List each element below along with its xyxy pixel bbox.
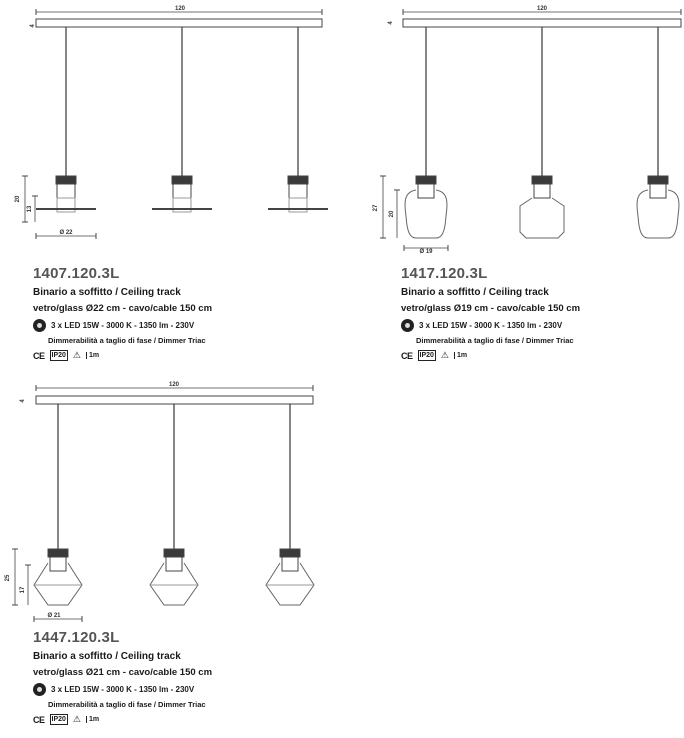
ce-mark-icon: CE [33, 714, 45, 725]
product-spec: vetro/glass Ø22 cm - cavo/cable 150 cm [33, 303, 213, 314]
dim-width: 120 [536, 6, 548, 12]
warning-icon: ⚠ [72, 714, 81, 724]
product-info-1407 [33, 265, 212, 361]
distance-badge: 1m [86, 352, 99, 359]
drawing-1407 [15, 6, 328, 239]
ip-rating-badge: IP20 [51, 352, 66, 359]
dim-height: 27 [373, 204, 379, 212]
product-info-1417 [401, 265, 580, 361]
certifications [33, 714, 212, 725]
product-code: 1447.120.3L [33, 629, 120, 646]
product-spec: vetro/glass Ø21 cm - cavo/cable 150 cm [33, 667, 213, 678]
dim-height: 20 [15, 195, 21, 203]
dim-track: 4 [20, 399, 26, 403]
dim-diameter: Ø 19 [419, 249, 433, 255]
distance-badge: 1m [86, 716, 99, 723]
product-title: Binario a soffitto / Ceiling track [33, 651, 181, 662]
product-title: Binario a soffitto / Ceiling track [33, 287, 181, 298]
product-title: Binario a soffitto / Ceiling track [401, 287, 549, 298]
product-info-1447 [33, 629, 212, 725]
dim-shade: 17 [20, 586, 26, 594]
dimmer-info: Dimmerabilità a taglio di fase / Dimmer Triac [48, 336, 206, 345]
led-spec: 3 x LED 15W - 3000 K - 1350 lm - 230V [51, 321, 195, 330]
drawing-1417 [373, 6, 681, 255]
certifications [33, 350, 212, 361]
dim-track: 4 [30, 24, 36, 28]
dim-diameter: Ø 22 [59, 230, 73, 236]
warning-icon: ⚠ [72, 350, 81, 360]
dim-shade: 13 [27, 205, 33, 213]
drawing-1447 [5, 382, 314, 622]
dim-shade: 20 [389, 210, 395, 218]
distance-badge: 1m [454, 352, 467, 359]
dim-width: 120 [174, 6, 186, 12]
dimmer-info: Dimmerabilità a taglio di fase / Dimmer Triac [48, 700, 206, 709]
dim-height: 25 [5, 574, 11, 582]
dim-diameter: Ø 21 [47, 613, 61, 619]
led-bulb-icon [401, 319, 414, 332]
dim-track: 4 [388, 21, 394, 25]
ce-mark-icon: CE [401, 350, 413, 361]
certifications [401, 350, 580, 361]
product-code: 1407.120.3L [33, 265, 120, 282]
product-code: 1417.120.3L [401, 265, 488, 282]
lamp-cap [56, 176, 76, 184]
product-spec: vetro/glass Ø19 cm - cavo/cable 150 cm [401, 303, 581, 314]
led-bulb-icon [33, 683, 46, 696]
ce-mark-icon: CE [33, 350, 45, 361]
ip-rating-badge: IP20 [419, 352, 434, 359]
ip-rating-badge: IP20 [51, 716, 66, 723]
dimmer-info: Dimmerabilità a taglio di fase / Dimmer Triac [416, 336, 574, 345]
dim-width: 120 [168, 382, 180, 388]
led-bulb-icon [33, 319, 46, 332]
led-spec: 3 x LED 15W - 3000 K - 1350 lm - 230V [419, 321, 563, 330]
warning-icon: ⚠ [440, 350, 449, 360]
led-spec: 3 x LED 15W - 3000 K - 1350 lm - 230V [51, 685, 195, 694]
